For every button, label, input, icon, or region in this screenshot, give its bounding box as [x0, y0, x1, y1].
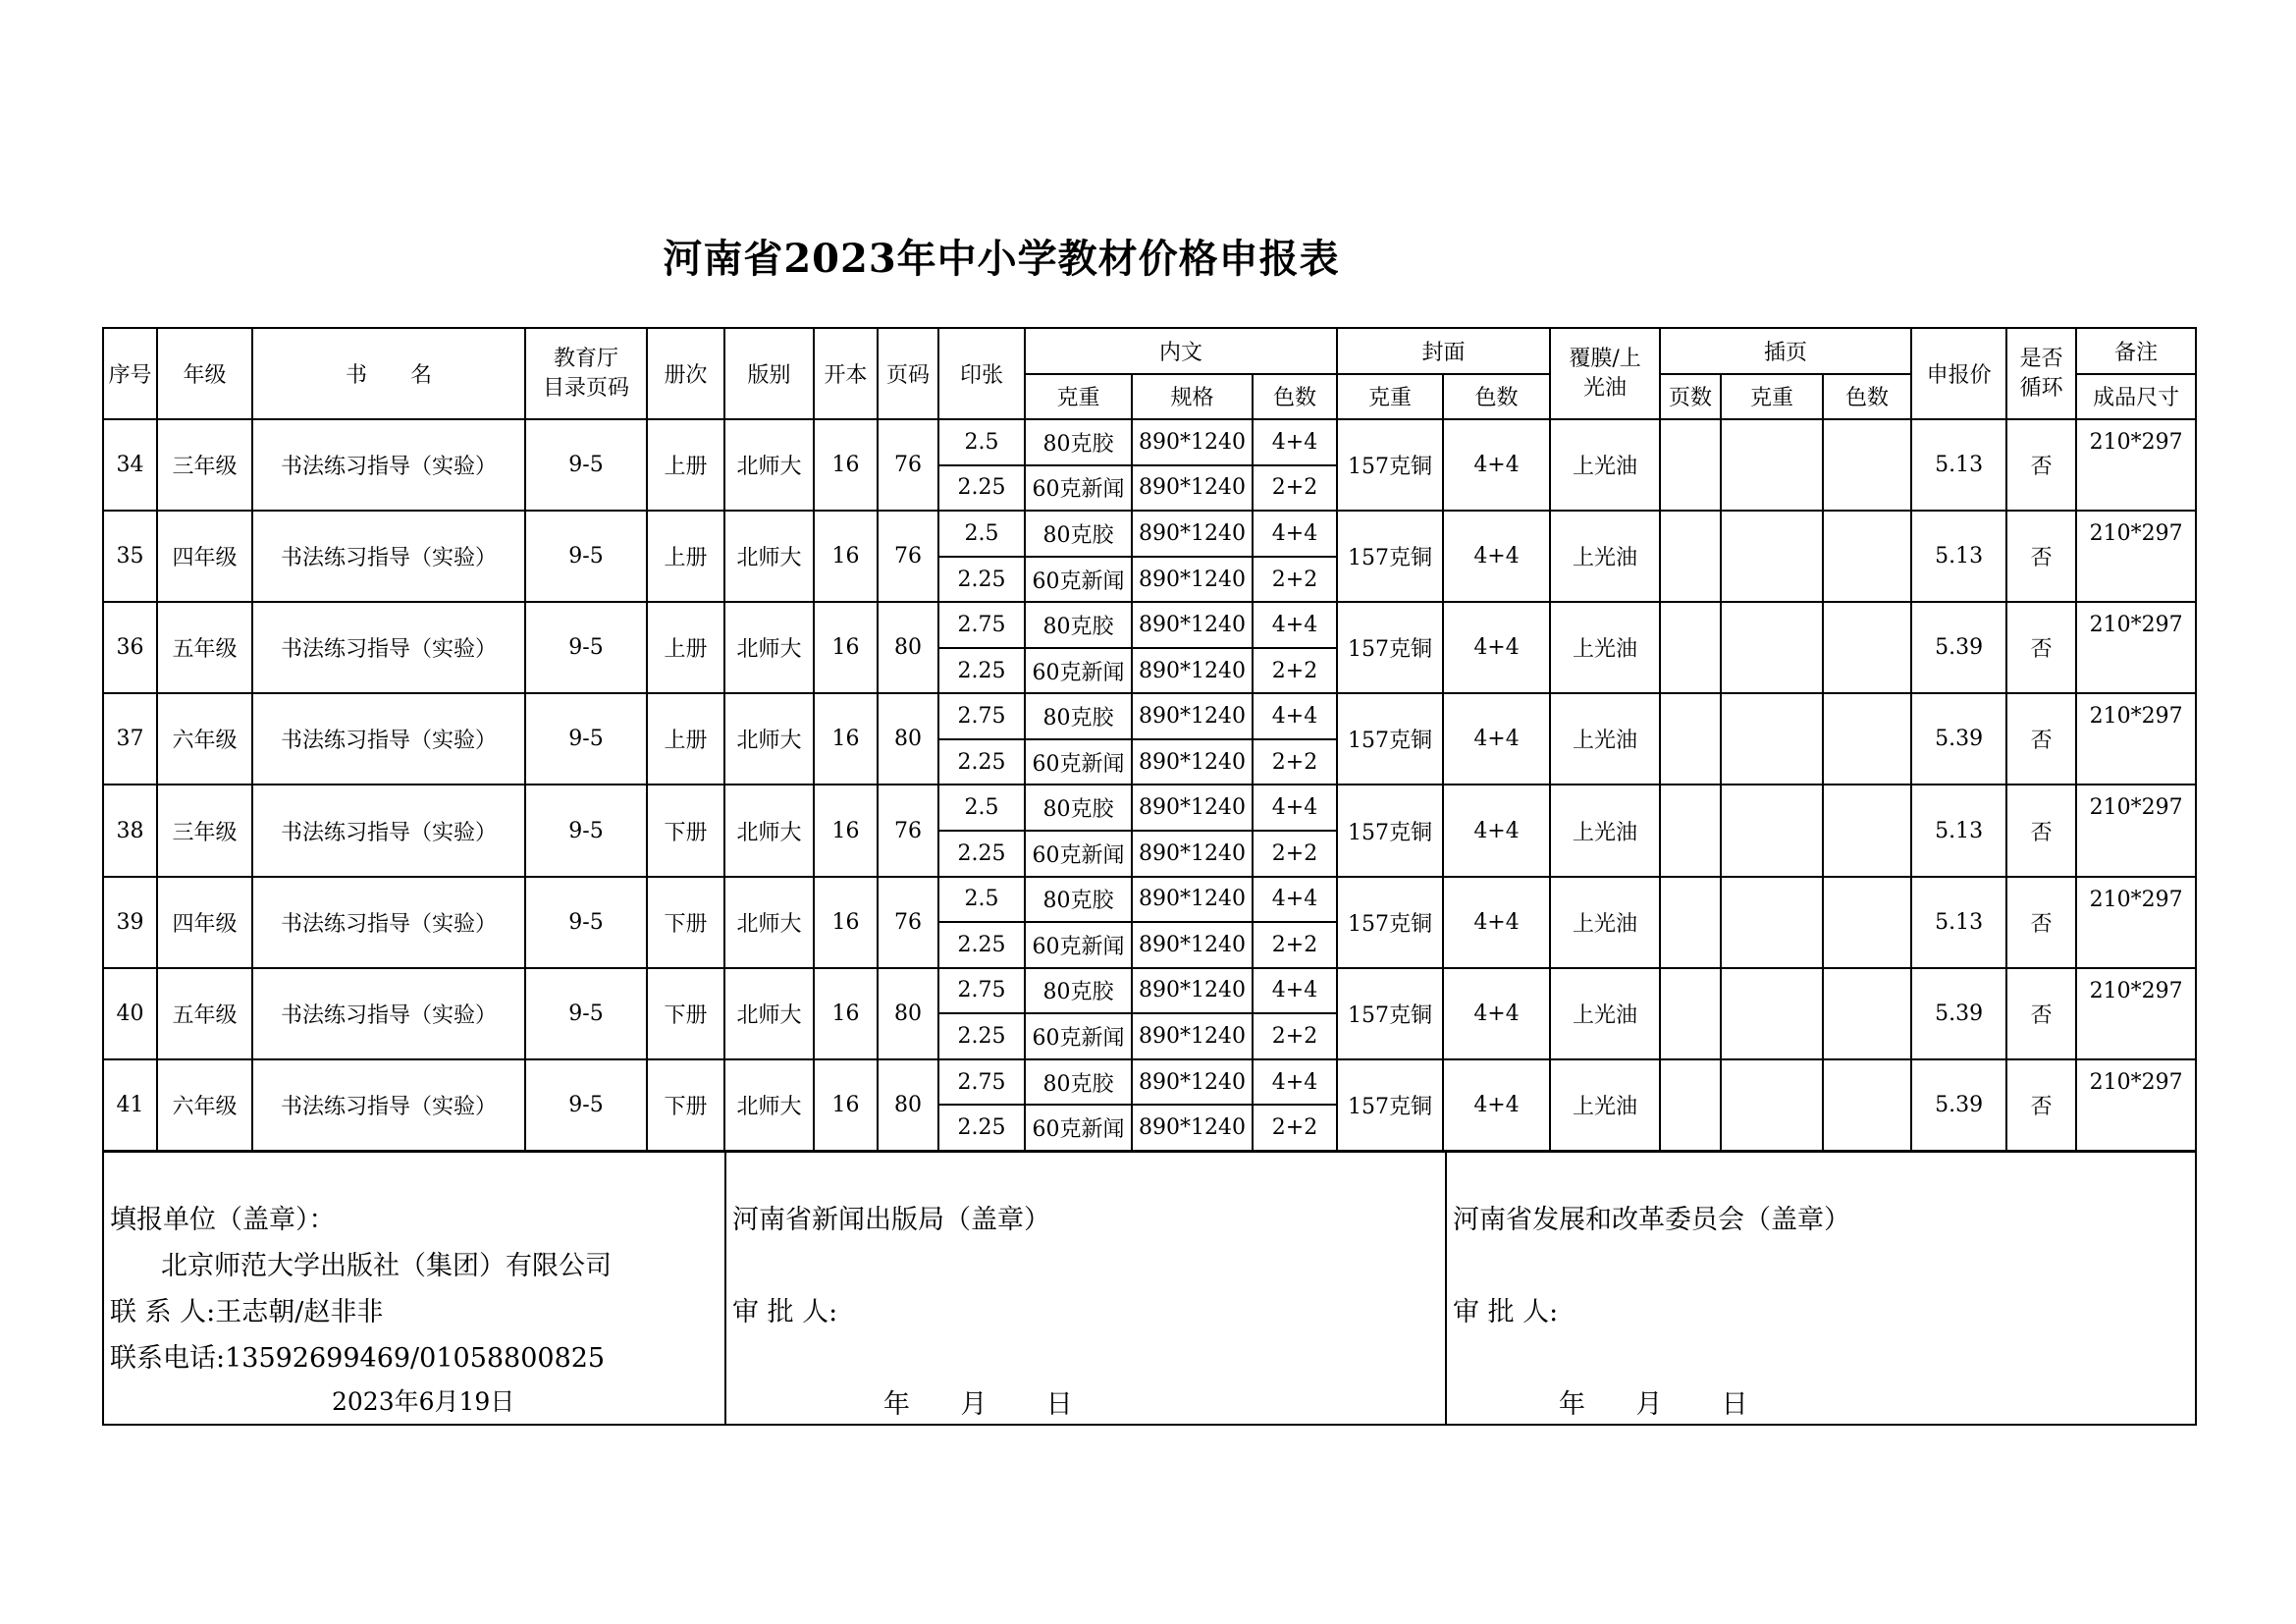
press-date: 年 月 日	[883, 1389, 1073, 1420]
cell-inner-weight: 60克新闻	[1025, 739, 1132, 785]
dev-commission-label: 河南省发展和改革委员会（盖章）	[1453, 1205, 1850, 1235]
cell-insert-colors	[1823, 877, 1911, 968]
cell-catalog: 9-5	[525, 419, 647, 511]
table-row	[103, 419, 2196, 465]
cell-grade: 三年级	[157, 785, 252, 876]
cell-inner-spec: 890*1240	[1132, 1013, 1253, 1059]
cell-cover-weight: 157克铜	[1337, 419, 1443, 511]
cell-inner-weight: 60克新闻	[1025, 1105, 1132, 1151]
cell-inner-colors: 2+2	[1253, 557, 1337, 603]
dev-date: 年 月 日	[1559, 1389, 1748, 1420]
cell-insert-colors	[1823, 693, 1911, 785]
contact-phone: 联系电话:13592699469/01058800825	[110, 1343, 606, 1374]
cell-insert-colors	[1823, 968, 1911, 1059]
approval-footer	[102, 1151, 2197, 1426]
cell-insert-colors	[1823, 1059, 1911, 1151]
cell-cover-colors: 4+4	[1443, 419, 1550, 511]
cell-film: 上光油	[1550, 511, 1660, 602]
header-catalog-line2: 目录页码	[542, 375, 629, 401]
cell-inner-spec: 890*1240	[1132, 693, 1253, 739]
applicant-label: 填报单位（盖章）：	[110, 1205, 336, 1235]
cell-seq: 35	[103, 511, 157, 602]
cell-size: 210*297	[2076, 419, 2196, 511]
cell-insert-pages	[1660, 693, 1721, 785]
cell-insert-colors	[1823, 511, 1911, 602]
cell-inner-weight: 60克新闻	[1025, 465, 1132, 512]
cell-inner-colors: 4+4	[1253, 1059, 1337, 1106]
cell-recycle: 否	[2006, 968, 2076, 1059]
cell-film: 上光油	[1550, 419, 1660, 511]
cell-price: 5.13	[1911, 877, 2006, 968]
header-volume: 册次	[647, 328, 724, 419]
cell-cover-weight: 157克铜	[1337, 511, 1443, 602]
cell-sheets: 2.75	[938, 602, 1025, 648]
cell-seq: 36	[103, 602, 157, 693]
cell-recycle: 否	[2006, 877, 2076, 968]
table-row	[103, 511, 2196, 557]
header-seq: 序号	[103, 328, 157, 419]
applicant-section	[103, 1152, 725, 1425]
cell-price: 5.39	[1911, 968, 2006, 1059]
cell-inner-spec: 890*1240	[1132, 1059, 1253, 1106]
cell-catalog: 9-5	[525, 785, 647, 876]
cell-volume: 下册	[647, 968, 724, 1059]
cell-inner-spec: 890*1240	[1132, 785, 1253, 831]
cell-grade: 六年级	[157, 1059, 252, 1151]
cell-film: 上光油	[1550, 785, 1660, 876]
header-grade: 年级	[157, 328, 252, 419]
cell-volume: 上册	[647, 693, 724, 785]
cell-catalog: 9-5	[525, 602, 647, 693]
cell-inner-weight: 80克胶	[1025, 419, 1132, 465]
cell-book-name: 书法练习指导（实验）	[252, 693, 525, 785]
cell-format: 16	[814, 693, 878, 785]
cell-book-name: 书法练习指导（实验）	[252, 511, 525, 602]
cell-inner-weight: 80克胶	[1025, 968, 1132, 1014]
cell-book-name: 书法练习指导（实验）	[252, 877, 525, 968]
cell-volume: 上册	[647, 419, 724, 511]
cell-edition: 北师大	[724, 419, 814, 511]
cell-book-name: 书法练习指导（实验）	[252, 1059, 525, 1151]
cell-format: 16	[814, 602, 878, 693]
table-row	[103, 602, 2196, 648]
cell-cover-weight: 157克铜	[1337, 785, 1443, 876]
header-price: 申报价	[1911, 328, 2006, 419]
cell-recycle: 否	[2006, 602, 2076, 693]
cell-grade: 四年级	[157, 511, 252, 602]
cell-grade: 五年级	[157, 602, 252, 693]
cell-cover-colors: 4+4	[1443, 693, 1550, 785]
cell-insert-weight	[1721, 877, 1823, 968]
cell-sheets: 2.25	[938, 1013, 1025, 1059]
cell-seq: 39	[103, 877, 157, 968]
cell-edition: 北师大	[724, 693, 814, 785]
header-size: 成品尺寸	[2076, 374, 2196, 420]
header-inner-weight: 克重	[1025, 374, 1132, 420]
cell-inner-colors: 4+4	[1253, 968, 1337, 1014]
cell-format: 16	[814, 1059, 878, 1151]
cell-inner-colors: 2+2	[1253, 1013, 1337, 1059]
cell-inner-spec: 890*1240	[1132, 602, 1253, 648]
cell-inner-colors: 4+4	[1253, 511, 1337, 557]
cell-sheets: 2.25	[938, 739, 1025, 785]
cell-pages: 76	[878, 511, 938, 602]
cell-recycle: 否	[2006, 785, 2076, 876]
applicant-name: 北京师范大学出版社（集团）有限公司	[161, 1251, 612, 1281]
cell-inner-colors: 4+4	[1253, 419, 1337, 465]
cell-insert-weight	[1721, 785, 1823, 876]
header-row	[103, 328, 2196, 374]
cell-inner-colors: 4+4	[1253, 602, 1337, 648]
cell-price: 5.13	[1911, 511, 2006, 602]
cell-insert-pages	[1660, 602, 1721, 693]
header-inner-colors: 色数	[1253, 374, 1337, 420]
cell-inner-colors: 2+2	[1253, 831, 1337, 877]
price-table	[102, 327, 2197, 1152]
header-format: 开本	[814, 328, 878, 419]
cell-inner-weight: 80克胶	[1025, 693, 1132, 739]
cell-inner-colors: 4+4	[1253, 693, 1337, 739]
cell-cover-colors: 4+4	[1443, 877, 1550, 968]
cell-recycle: 否	[2006, 693, 2076, 785]
cell-edition: 北师大	[724, 1059, 814, 1151]
cell-inner-spec: 890*1240	[1132, 648, 1253, 694]
cell-inner-spec: 890*1240	[1132, 739, 1253, 785]
cell-recycle: 否	[2006, 1059, 2076, 1151]
cell-edition: 北师大	[724, 511, 814, 602]
cell-seq: 34	[103, 419, 157, 511]
cell-inner-weight: 80克胶	[1025, 602, 1132, 648]
cell-price: 5.13	[1911, 785, 2006, 876]
cell-catalog: 9-5	[525, 693, 647, 785]
cell-grade: 四年级	[157, 877, 252, 968]
dev-commission-section	[1446, 1152, 2196, 1425]
cell-sheets: 2.25	[938, 922, 1025, 968]
cell-book-name: 书法练习指导（实验）	[252, 602, 525, 693]
cell-inner-colors: 2+2	[1253, 922, 1337, 968]
cell-inner-spec: 890*1240	[1132, 465, 1253, 512]
cell-sheets: 2.25	[938, 557, 1025, 603]
cell-book-name: 书法练习指导（实验）	[252, 419, 525, 511]
cell-size: 210*297	[2076, 968, 2196, 1059]
cell-inner-colors: 2+2	[1253, 648, 1337, 694]
cell-insert-weight	[1721, 693, 1823, 785]
cell-film: 上光油	[1550, 693, 1660, 785]
cell-price: 5.39	[1911, 602, 2006, 693]
cell-inner-weight: 60克新闻	[1025, 1013, 1132, 1059]
cell-catalog: 9-5	[525, 968, 647, 1059]
cell-edition: 北师大	[724, 877, 814, 968]
cell-insert-weight	[1721, 968, 1823, 1059]
cell-cover-weight: 157克铜	[1337, 968, 1443, 1059]
header-film-line1: 覆膜/上	[1569, 346, 1641, 371]
cell-insert-colors	[1823, 785, 1911, 876]
cell-book-name: 书法练习指导（实验）	[252, 785, 525, 876]
cell-inner-spec: 890*1240	[1132, 419, 1253, 465]
cell-film: 上光油	[1550, 968, 1660, 1059]
cell-insert-weight	[1721, 602, 1823, 693]
cell-pages: 76	[878, 785, 938, 876]
cell-insert-weight	[1721, 419, 1823, 511]
cell-recycle: 否	[2006, 419, 2076, 511]
cell-insert-weight	[1721, 1059, 1823, 1151]
header-film	[1550, 328, 1660, 419]
cell-sheets: 2.25	[938, 1105, 1025, 1151]
cell-inner-weight: 80克胶	[1025, 877, 1132, 923]
cell-book-name: 书法练习指导（实验）	[252, 968, 525, 1059]
cell-format: 16	[814, 419, 878, 511]
cell-grade: 六年级	[157, 693, 252, 785]
cell-volume: 上册	[647, 602, 724, 693]
header-recycle-line1: 是否	[2019, 346, 2063, 371]
cell-insert-pages	[1660, 419, 1721, 511]
cell-insert-colors	[1823, 602, 1911, 693]
cell-size: 210*297	[2076, 877, 2196, 968]
cell-format: 16	[814, 968, 878, 1059]
press-approver: 审 批 人:	[732, 1297, 838, 1327]
cell-inner-spec: 890*1240	[1132, 877, 1253, 923]
cell-insert-pages	[1660, 877, 1721, 968]
cell-sheets: 2.5	[938, 785, 1025, 831]
cell-volume: 上册	[647, 511, 724, 602]
cell-cover-weight: 157克铜	[1337, 693, 1443, 785]
cell-price: 5.39	[1911, 693, 2006, 785]
cell-insert-pages	[1660, 511, 1721, 602]
cell-pages: 80	[878, 693, 938, 785]
cell-size: 210*297	[2076, 1059, 2196, 1151]
header-insert: 插页	[1660, 328, 1911, 374]
cell-seq: 41	[103, 1059, 157, 1151]
cell-catalog: 9-5	[525, 511, 647, 602]
table-row	[103, 693, 2196, 739]
cell-inner-weight: 80克胶	[1025, 511, 1132, 557]
cell-inner-weight: 80克胶	[1025, 1059, 1132, 1106]
cell-edition: 北师大	[724, 968, 814, 1059]
header-pages: 页码	[878, 328, 938, 419]
header-catalog-line1: 教育厅	[553, 346, 618, 371]
header-film-line2: 光油	[1583, 375, 1628, 401]
cell-cover-weight: 157克铜	[1337, 877, 1443, 968]
cell-sheets: 2.75	[938, 1059, 1025, 1106]
cell-film: 上光油	[1550, 877, 1660, 968]
cell-cover-colors: 4+4	[1443, 785, 1550, 876]
cell-inner-weight: 60克新闻	[1025, 922, 1132, 968]
header-recycle	[2006, 328, 2076, 419]
press-bureau-label: 河南省新闻出版局（盖章）	[732, 1205, 1050, 1235]
table-row	[103, 785, 2196, 831]
cell-seq: 40	[103, 968, 157, 1059]
cell-inner-spec: 890*1240	[1132, 1105, 1253, 1151]
cell-inner-colors: 4+4	[1253, 877, 1337, 923]
cell-inner-colors: 4+4	[1253, 785, 1337, 831]
cell-volume: 下册	[647, 1059, 724, 1151]
press-bureau-section	[725, 1152, 1446, 1425]
table-row	[103, 1059, 2196, 1106]
cell-inner-weight: 60克新闻	[1025, 557, 1132, 603]
cell-size: 210*297	[2076, 785, 2196, 876]
cell-catalog: 9-5	[525, 877, 647, 968]
cell-grade: 五年级	[157, 968, 252, 1059]
cell-price: 5.13	[1911, 419, 2006, 511]
cell-sheets: 2.25	[938, 465, 1025, 512]
cell-format: 16	[814, 511, 878, 602]
header-cover-weight: 克重	[1337, 374, 1443, 420]
cell-inner-spec: 890*1240	[1132, 831, 1253, 877]
cell-sheets: 2.5	[938, 877, 1025, 923]
header-insert-pages: 页数	[1660, 374, 1721, 420]
cell-volume: 下册	[647, 877, 724, 968]
cell-sheets: 2.75	[938, 693, 1025, 739]
header-inner: 内文	[1025, 328, 1337, 374]
cell-sheets: 2.5	[938, 419, 1025, 465]
page-title: 河南省2023年中小学教材价格申报表	[663, 236, 1340, 282]
cell-seq: 37	[103, 693, 157, 785]
cell-seq: 38	[103, 785, 157, 876]
cell-cover-weight: 157克铜	[1337, 1059, 1443, 1151]
cell-size: 210*297	[2076, 602, 2196, 693]
cell-pages: 76	[878, 877, 938, 968]
cell-insert-colors	[1823, 419, 1911, 511]
cell-cover-colors: 4+4	[1443, 511, 1550, 602]
cell-volume: 下册	[647, 785, 724, 876]
cell-pages: 80	[878, 602, 938, 693]
cell-pages: 80	[878, 1059, 938, 1151]
cell-inner-colors: 2+2	[1253, 465, 1337, 512]
cell-format: 16	[814, 785, 878, 876]
cell-film: 上光油	[1550, 1059, 1660, 1151]
cell-sheets: 2.5	[938, 511, 1025, 557]
cell-insert-weight	[1721, 511, 1823, 602]
cell-insert-pages	[1660, 785, 1721, 876]
cell-pages: 80	[878, 968, 938, 1059]
header-recycle-line2: 循环	[2019, 375, 2063, 401]
contact-person: 联 系 人:王志朝/赵非非	[110, 1297, 384, 1327]
cell-inner-weight: 60克新闻	[1025, 648, 1132, 694]
cell-format: 16	[814, 877, 878, 968]
cell-inner-colors: 2+2	[1253, 1105, 1337, 1151]
cell-inner-weight: 60克新闻	[1025, 831, 1132, 877]
cell-insert-pages	[1660, 968, 1721, 1059]
cell-edition: 北师大	[724, 602, 814, 693]
cell-catalog: 9-5	[525, 1059, 647, 1151]
applicant-date: 2023年6月19日	[332, 1387, 515, 1416]
cell-inner-weight: 80克胶	[1025, 785, 1132, 831]
cell-inner-spec: 890*1240	[1132, 511, 1253, 557]
header-edition: 版别	[724, 328, 814, 419]
cell-cover-colors: 4+4	[1443, 602, 1550, 693]
header-inner-spec: 规格	[1132, 374, 1253, 420]
table-row	[103, 877, 2196, 923]
cell-film: 上光油	[1550, 602, 1660, 693]
cell-recycle: 否	[2006, 511, 2076, 602]
cell-sheets: 2.25	[938, 648, 1025, 694]
header-catalog	[525, 328, 647, 419]
cell-grade: 三年级	[157, 419, 252, 511]
header-insert-colors: 色数	[1823, 374, 1911, 420]
cell-inner-colors: 2+2	[1253, 739, 1337, 785]
cell-cover-colors: 4+4	[1443, 1059, 1550, 1151]
cell-size: 210*297	[2076, 511, 2196, 602]
cell-inner-spec: 890*1240	[1132, 968, 1253, 1014]
cell-edition: 北师大	[724, 785, 814, 876]
cell-insert-pages	[1660, 1059, 1721, 1151]
dev-approver: 审 批 人:	[1453, 1297, 1559, 1327]
cell-inner-spec: 890*1240	[1132, 557, 1253, 603]
cell-size: 210*297	[2076, 693, 2196, 785]
table-row	[103, 968, 2196, 1014]
cell-inner-spec: 890*1240	[1132, 922, 1253, 968]
cell-price: 5.39	[1911, 1059, 2006, 1151]
header-insert-weight: 克重	[1721, 374, 1823, 420]
header-cover: 封面	[1337, 328, 1550, 374]
cell-pages: 76	[878, 419, 938, 511]
cell-cover-weight: 157克铜	[1337, 602, 1443, 693]
cell-sheets: 2.75	[938, 968, 1025, 1014]
header-remark: 备注	[2076, 328, 2196, 374]
header-book-name: 书 名	[252, 328, 525, 419]
cell-sheets: 2.25	[938, 831, 1025, 877]
cell-cover-colors: 4+4	[1443, 968, 1550, 1059]
header-cover-colors: 色数	[1443, 374, 1550, 420]
header-sheets: 印张	[938, 328, 1025, 419]
